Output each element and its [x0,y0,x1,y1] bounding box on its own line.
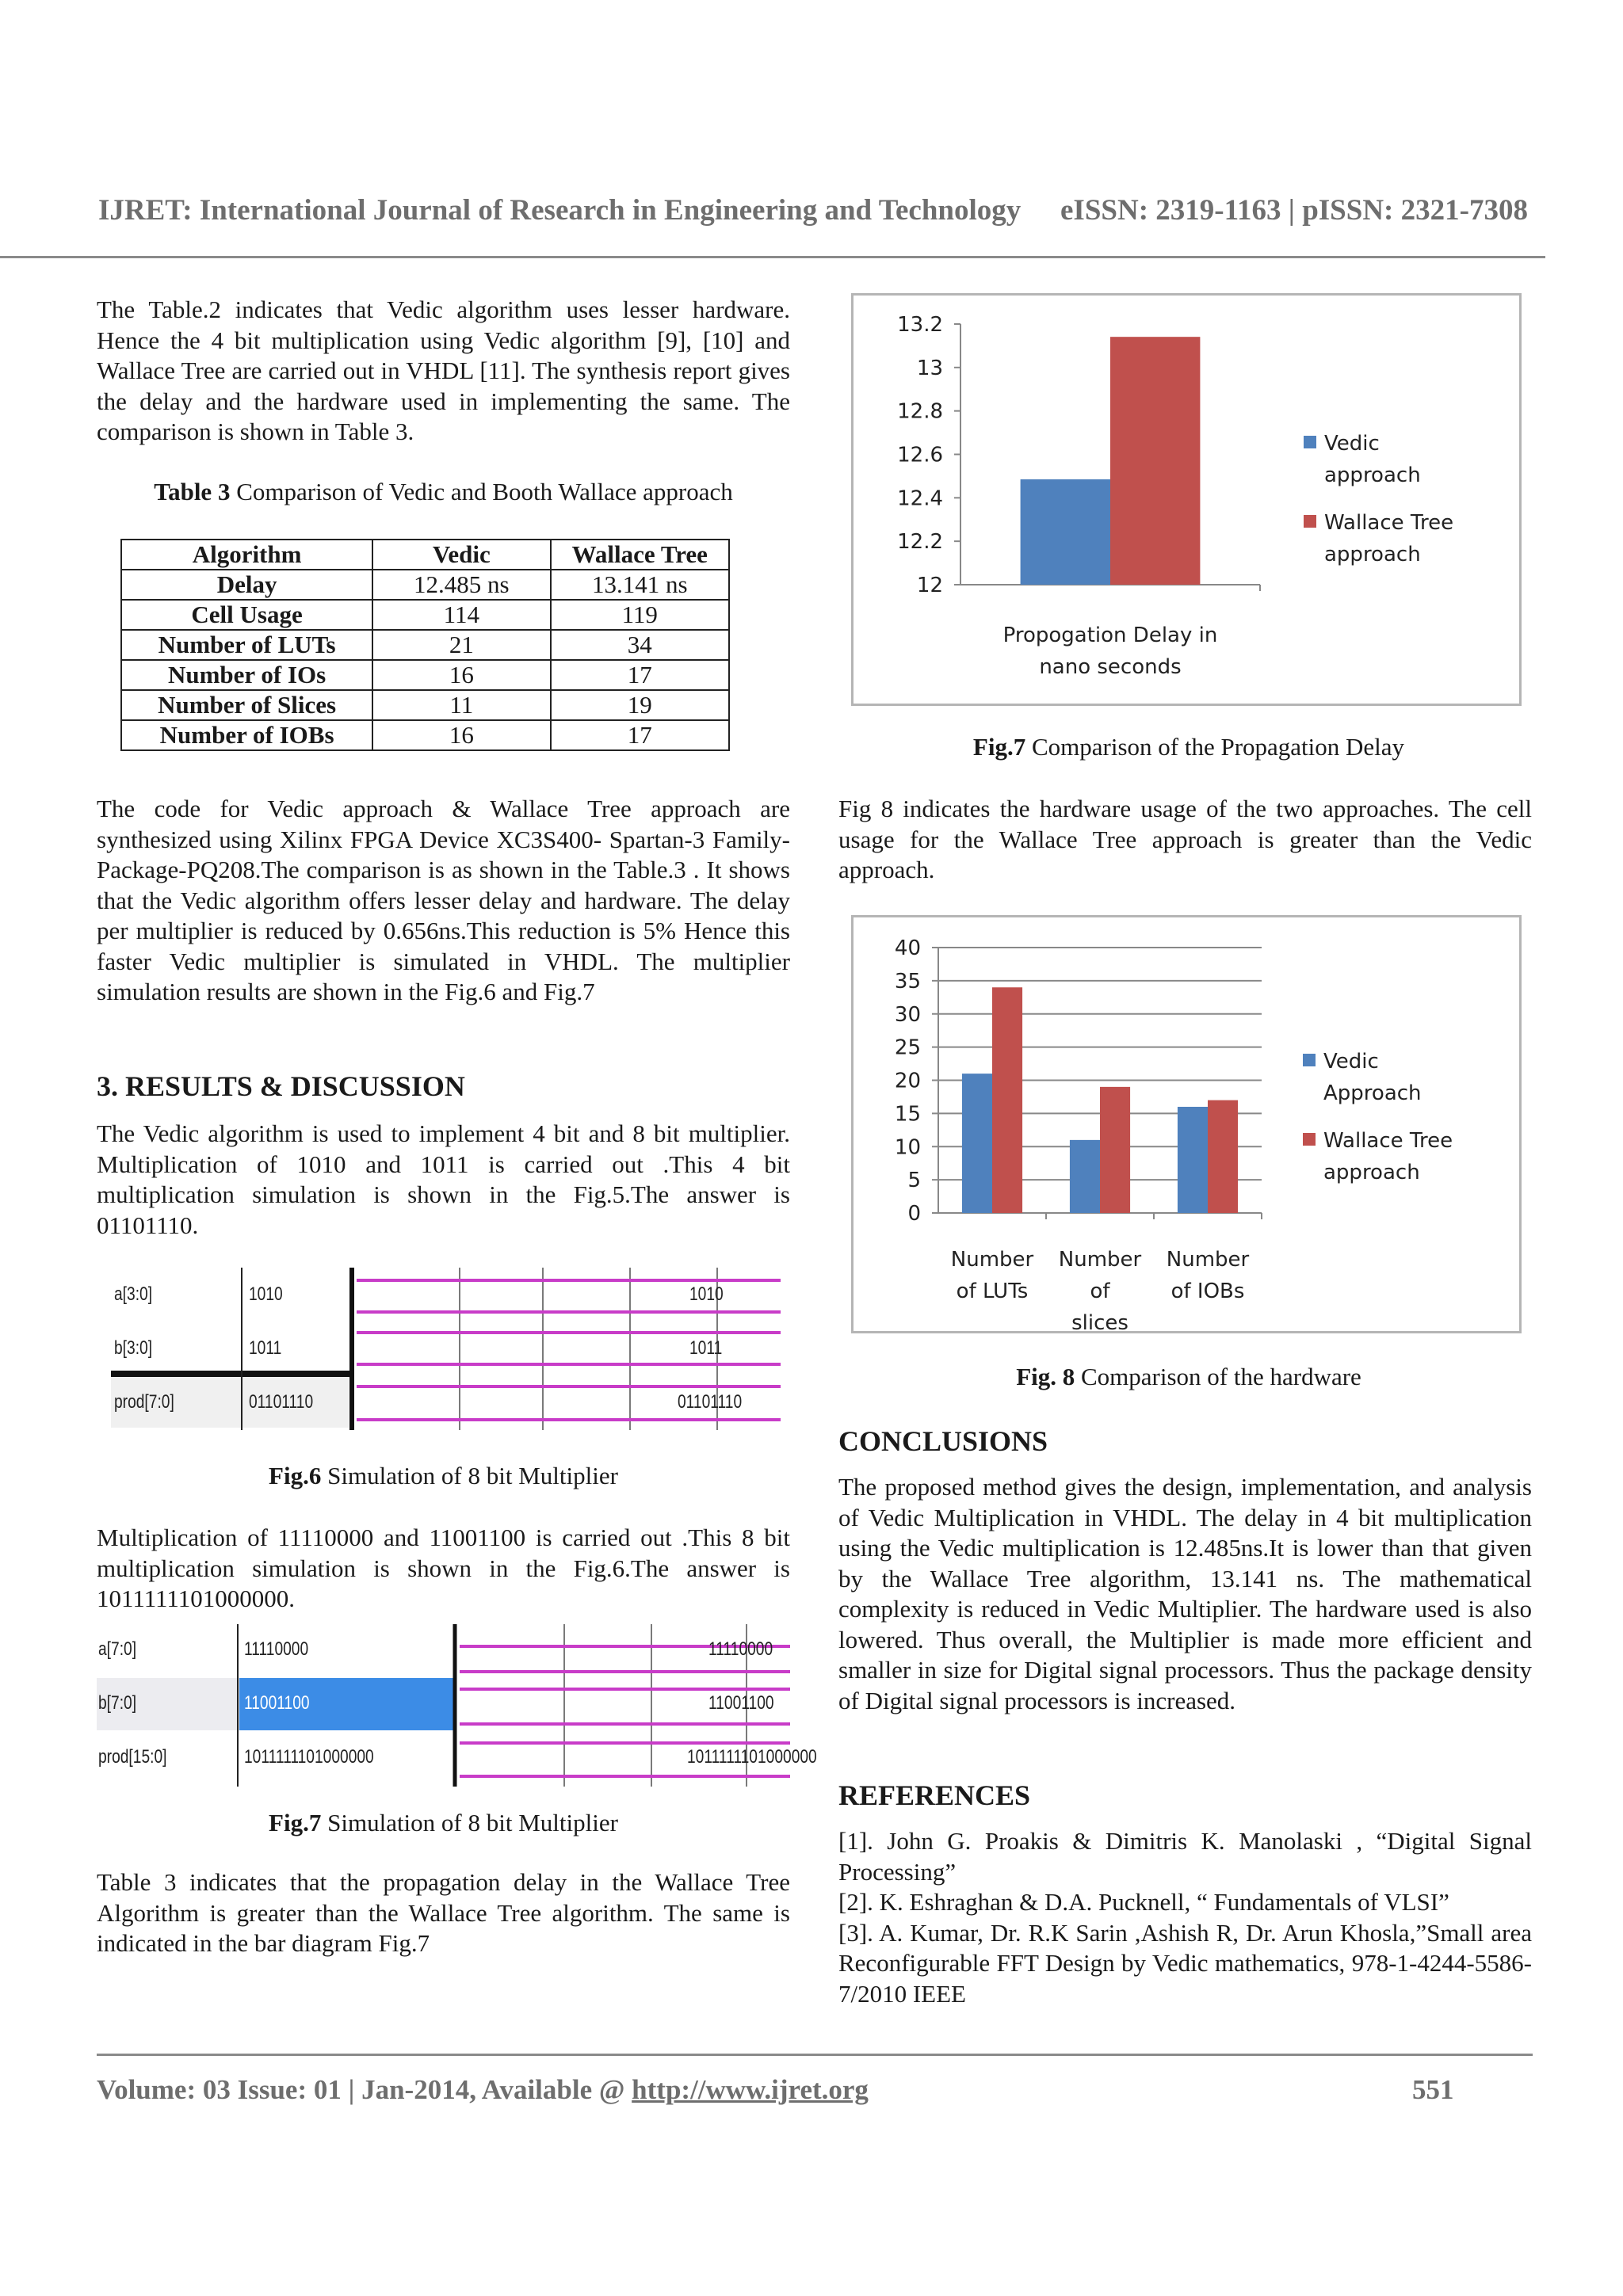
y-tick-label: 5 [907,1169,921,1193]
y-tick-label: 12 [916,574,943,597]
chart-svg [854,296,1519,704]
multiplication-8bit-paragraph: Multiplication of 11110000 and 11001100 is carried out .This 8 bit multiplication simulation is shown in the Fig.6.The answer is 1011111101000000. [97,1524,790,1612]
table-cell: 119 [551,600,729,630]
bar [1178,1107,1208,1213]
legend-label: Vedic [1323,1050,1379,1074]
legend-label: Wallace Tree [1323,1129,1453,1153]
chart-svg [854,917,1519,1331]
table-row [121,690,729,720]
table-cell: 114 [372,600,550,630]
table-cell: 16 [372,660,550,690]
synthesis-paragraph: The code for Vedic approach & Wallace Tree approach are synthesized using Xilinx FPGA Device XC3S400- Spartan-3 Family-Package-PQ208.The comparison is as shown in the Table.3 . It shows that the Vedic algorithm offers lesser delay and hardware. The delay per multiplier is reduced by 0.656ns.This reduction is 5% Hence this faster Vedic multiplier is simulated in VHDL. The multiplier simulation results are shown in the Fig.6 and Fig.7 [97,795,790,1005]
header-rule [0,256,1545,258]
table-header: Wallace Tree [551,540,729,570]
table-cell: Number of IOBs [121,720,372,750]
x-tick-label: of [1090,1280,1110,1303]
footer-volume-text: Volume: 03 Issue: 01 | Jan-2014, Available @ [97,2074,632,2105]
table-cell: Number of Slices [121,690,372,720]
table-row [121,660,729,690]
table-cell: Delay [121,570,372,600]
fig6-label: Fig.6 [269,1462,322,1489]
fig7-label: Fig.7 [972,733,1026,761]
legend-label: Vedic [1324,432,1380,456]
bar [1208,1100,1238,1213]
intro-paragraph: The Table.2 indicates that Vedic algorithm uses lesser hardware. Hence the 4 bit multiplication using Vedic algorithm [9], [10] and Wallace Tree are carried out in VHDL [11]. The synthesis report gives the delay and the hardware used in implementing the same. The comparison is shown in Table 3. [97,296,790,445]
x-tick-label: of LUTs [956,1280,1029,1303]
references-list [838,1826,1532,2009]
table-caption-label: Table 3 [154,478,231,505]
y-tick-label: 13 [916,356,943,380]
table-cell: 11 [372,690,550,720]
table-row [121,600,729,630]
signal-name: b[7:0] [98,1692,137,1714]
closing-paragraph: Table 3 indicates that the propagation delay in the Wallace Tree Algorithm is greater than the Wallace Tree algorithm. The same is indicated in the bar diagram Fig.7 [97,1868,790,1957]
signal-wave-value: 1010 [689,1283,724,1305]
y-tick-label: 40 [894,936,921,960]
x-tick-label: of IOBs [1170,1280,1245,1303]
signal-wave-value: 11001100 [708,1692,774,1714]
signal-value: 11001100 [244,1692,310,1714]
results-paragraph: The Vedic algorithm is used to implement 4 bit and 8 bit multiplier. Multiplication of 1010 and 1011 is carried out .This 4 bit multiplication simulation is shown in the Fig.5.The answer is 01101110. [97,1119,790,1239]
table-caption [97,478,790,506]
signal-wave-value: 1011 [689,1337,723,1359]
table-cell: Number of IOs [121,660,372,690]
legend-swatch [1303,1133,1316,1146]
legend-label: approach [1324,463,1421,487]
table-header: Algorithm [121,540,372,570]
y-tick-label: 12.6 [897,443,943,467]
table-caption-text: Comparison of Vedic and Booth Wallace approach [230,478,733,505]
x-tick-label: Number [950,1248,1034,1272]
signal-name: prod[15:0] [98,1746,167,1768]
page-number: 551 [1412,2074,1454,2105]
legend-label: approach [1323,1161,1420,1184]
legend-swatch [1304,436,1316,448]
comparison-table [120,539,730,751]
legend-label: Wallace Tree [1324,511,1454,535]
fig7-sim-text: Simulation of 8 bit Multiplier [321,1809,618,1836]
footer-volume [97,2074,869,2106]
y-tick-label: 12.2 [897,530,943,555]
table-cell: 34 [551,630,729,660]
legend-label: approach [1324,543,1421,566]
signal-name: a[3:0] [114,1283,153,1305]
fig8-caption [840,1363,1537,1391]
fig7-caption [840,733,1537,761]
bar [962,1074,992,1213]
table-cell: Cell Usage [121,600,372,630]
reference-item: [2]. K. Eshraghan & D.A. Pucknell, “ Fundamentals of VLSI” [838,1888,1449,1916]
table-cell: 16 [372,720,550,750]
fig8-label: Fig. 8 [1016,1363,1075,1390]
table-cell: 13.141 ns [551,570,729,600]
simulation-waveform-8bit [97,1624,817,1787]
table-row [121,720,729,750]
signal-value: 1011111101000000 [244,1746,374,1768]
x-tick-label: nano seconds [1039,655,1182,679]
y-tick-label: 10 [894,1135,921,1160]
signal-name: prod[7:0] [114,1391,174,1413]
references-heading: REFERENCES [838,1779,1031,1811]
reference-item: [3]. A. Kumar, Dr. R.K Sarin ,Ashish R, Dr. Arun Khosla,”Small area Reconfigurable FFT Design by Vedic mathematics, 978-1-4244-5586- 7/2010 IEEE [838,1918,1532,2008]
fig7-sim-label: Fig.7 [269,1809,322,1836]
table-header: Vedic [372,540,550,570]
table-row [121,570,729,600]
fig7-sim-caption [97,1809,790,1837]
table-cell: 19 [551,690,729,720]
y-tick-label: 20 [894,1069,921,1093]
fig7-text: Comparison of the Propagation Delay [1025,733,1405,761]
fig8-intro-paragraph: Fig 8 indicates the hardware usage of the two approaches. The cell usage for the Wallace Tree approach is greater than the Vedic approach. [838,795,1532,883]
fig8-text: Comparison of the hardware [1075,1363,1361,1390]
y-tick-label: 15 [894,1102,921,1127]
conclusions-heading: CONCLUSIONS [838,1425,1048,1457]
signal-value: 11110000 [244,1638,309,1660]
x-tick-label: slices [1071,1311,1128,1331]
signal-name: b[3:0] [114,1337,153,1359]
x-tick-label: Number [1058,1248,1142,1272]
signal-wave-value: 11110000 [708,1638,773,1660]
signal-wave-value: 1011111101000000 [687,1746,817,1768]
y-tick-label: 12.8 [897,399,943,424]
bar [1021,479,1110,585]
bar [1070,1140,1100,1213]
y-tick-label: 30 [894,1002,921,1027]
table-cell: 12.485 ns [372,570,550,600]
y-tick-label: 12.4 [897,486,943,511]
table-cell: 21 [372,630,550,660]
journal-link[interactable]: http://www.ijret.org [632,2074,869,2105]
x-tick-label: Propogation Delay in [1002,624,1218,647]
signal-value: 1011 [249,1337,282,1359]
table-row [121,630,729,660]
conclusions-paragraph: The proposed method gives the design, implementation, and analysis of Vedic Multiplication in VHDL. The delay in 4 bit multiplication using the Vedic multiplication is 12.485ns.It is lower than that given by the Wallace Tree algorithm, 13.141 ns. The mathematical complexity is reduced in Vedic Multiplier. The hardware used is also lowered. Thus overall, the Multiplier is made more efficient and smaller in size for Digital signal processors. Thus the package density of Digital signal processors is increased. [838,1473,1532,1714]
y-tick-label: 0 [907,1202,921,1226]
y-tick-label: 25 [894,1035,921,1060]
fig6-caption [97,1462,790,1490]
bar [992,987,1022,1213]
table-header-row [121,540,729,570]
issn: eISSN: 2319-1163 | pISSN: 2321-7308 [1060,194,1528,227]
results-heading: 3. RESULTS & DISCUSSION [97,1070,465,1102]
y-tick-label: 13.2 [897,313,943,337]
journal-title: IJRET: International Journal of Research in Engineering and Technology [98,194,1022,227]
reference-item: [1]. John G. Proakis & Dimitris K. Manolaski , “Digital Signal Processing” [838,1827,1532,1886]
propagation-delay-chart [851,293,1522,706]
legend-label: Approach [1323,1081,1422,1105]
hardware-chart [851,915,1522,1333]
y-tick-label: 35 [894,969,921,994]
signal-wave-value: 01101110 [678,1391,743,1413]
bar [1100,1087,1130,1213]
signal-value: 01101110 [249,1391,314,1413]
bar [1110,337,1200,585]
x-tick-label: Number [1166,1248,1250,1272]
signal-name: a[7:0] [98,1638,137,1660]
footer-rule [97,2054,1533,2056]
legend-swatch [1303,1054,1316,1066]
table-cell: 17 [551,720,729,750]
table-cell: 17 [551,660,729,690]
simulation-waveform-4bit [111,1268,785,1430]
legend-swatch [1304,515,1316,528]
table-cell: Number of LUTs [121,630,372,660]
signal-value: 1010 [249,1283,283,1305]
fig6-text: Simulation of 8 bit Multiplier [321,1462,618,1489]
